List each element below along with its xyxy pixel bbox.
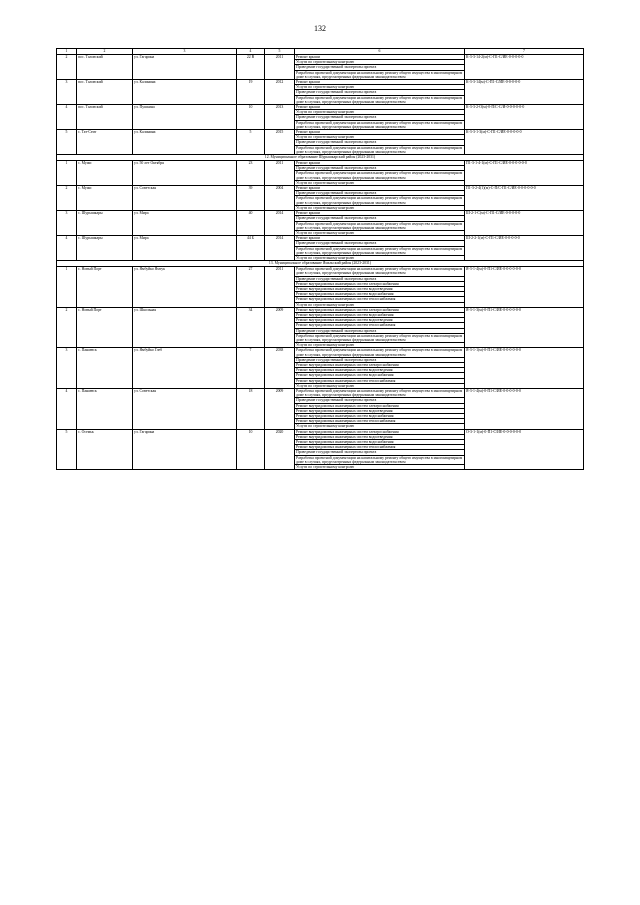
table-row <box>57 389 584 398</box>
settlement-cell: с. Новый Порт <box>77 307 133 348</box>
house-number-cell: 19 <box>237 80 265 105</box>
row-number-cell: 4 <box>57 389 77 430</box>
settlement-cell: с. Мужи <box>77 161 133 186</box>
work-type-cell: Разработка проектной документации на капитальному ремонту общего имущества в многоквартирном доме в случаях, предусмотренных федеральным законодательством <box>295 221 465 230</box>
code-cell: Я-3-1-1(м)-0-П1-С/ИЕ-0-0-0-0-0-0 <box>465 348 584 389</box>
code-cell: Ш-2-1-С(м)-С-П1-С/ИЕ-0-0-0-0-0 <box>465 211 584 236</box>
row-number-cell: 3 <box>57 348 77 389</box>
work-type-cell: Разработка проектной документации на капитальному ремонту общего имущества в многоквартирном доме в случаях, предусмотренных федеральным законодательством <box>295 145 465 154</box>
work-type-cell: Проведение государственной экспертизы проекта <box>295 140 465 145</box>
row-number-cell: 5 <box>57 429 77 470</box>
code-cell: Я-3-1-4(м)-0-П1-С/ИЕ-0-0-0-0-0-0 <box>465 267 584 308</box>
table-row <box>57 429 584 434</box>
house-number-cell: 27 <box>237 267 265 308</box>
work-type-cell: Проведение государственной экспертизы проекта <box>295 398 465 403</box>
year-cell: 2009 <box>265 389 295 430</box>
work-type-cell: Ремонт крыши <box>295 105 465 110</box>
code-cell: О-3-1-1(м)-0-П1-С/ИЕ-0-0-0-0-0-0 <box>465 429 584 470</box>
row-number-cell: 3 <box>57 211 77 236</box>
house-number-cell: 7 <box>237 348 265 389</box>
year-cell: 2012 <box>265 80 295 105</box>
street-cell: ул. Калинина <box>133 80 237 105</box>
year-cell: 2015 <box>265 130 295 155</box>
work-type-cell: Ремонт внутридомовых инженерных систем электроснабжения <box>295 362 465 367</box>
year-cell: 2011 <box>265 161 295 186</box>
settlement-cell: с. Осемьк <box>77 429 133 470</box>
work-type-cell: Услуги по строительному контролю <box>295 85 465 90</box>
work-type-cell: Ремонт внутридомовых инженерных систем электроснабжения <box>295 429 465 434</box>
work-type-cell: Разработка проектной документации на капитальному ремонту общего имущества в многоквартирном доме в случаях, предусмотренных федеральным законодательством <box>295 333 465 342</box>
year-cell: 2014 <box>265 236 295 261</box>
street-cell: ул. Пушкина <box>133 105 237 130</box>
work-type-cell: Ремонт внутридомовых инженерных систем водоснабжения <box>295 292 465 297</box>
house-number-cell: 5 <box>237 130 265 155</box>
work-type-cell: Услуги по строительному контролю <box>295 383 465 388</box>
table-row <box>57 267 584 276</box>
work-type-cell: Ремонт крыши <box>295 55 465 60</box>
work-type-cell: Ремонт внутридомовых инженерных систем водоотведения <box>295 286 465 291</box>
work-type-cell: Ремонт внутридомовых инженерных систем водоснабжения <box>295 373 465 378</box>
work-type-cell: Ремонт внутридомовых инженерных систем теплоснабжения <box>295 378 465 383</box>
work-type-cell: Услуги по строительному контролю <box>295 180 465 185</box>
settlement-cell: с. Новый Порт <box>77 267 133 308</box>
work-type-cell: Ремонт внутридомовых инженерных систем водоснабжения <box>295 414 465 419</box>
row-number-cell: 1 <box>57 161 77 186</box>
work-type-cell: Разработка проектной документации на капитальному ремонту общего имущества в многоквартирном доме в случаях, предусмотренных федеральным законодательством <box>295 389 465 398</box>
repair-schedule-table <box>56 48 584 470</box>
work-type-cell: Разработка проектной документации на капитальному ремонту общего имущества в многоквартирном доме в случаях, предусмотренных федеральным законодательством <box>295 196 465 205</box>
code-cell: П1-3-2-4(1)(м)-С-П/С-П1-С/ИЕ-0-0-0-0-0-0 <box>465 186 584 211</box>
code-cell: К-3-3-1-3(м)-С-П1-С/ИЕ-0-0-0-0-0 <box>465 130 584 155</box>
work-type-cell: Проведение государственной экспертизы проекта <box>295 450 465 455</box>
street-cell: ул. Советская <box>133 186 237 211</box>
work-type-cell: Проведение государственной экспертизы проекта <box>295 65 465 70</box>
work-type-cell: Ремонт внутридомовых инженерных систем водоснабжения <box>295 312 465 317</box>
street-cell: ул. Ямбуйко Ямтук <box>133 267 237 308</box>
work-type-cell: Ремонт внутридомовых инженерных систем электроснабжения <box>295 307 465 312</box>
column-header: 4 <box>237 49 265 55</box>
work-type-cell: Проведение государственной экспертизы проекта <box>295 216 465 221</box>
work-type-cell: Ремонт крыши <box>295 236 465 241</box>
year-cell: 2009 <box>265 307 295 348</box>
settlement-cell: пос. Таловский <box>77 80 133 105</box>
work-type-cell: Ремонт внутридомовых инженерных систем теплоснабжения <box>295 297 465 302</box>
work-type-cell: Разработка проектной документации на капитальному ремонту общего имущества в многоквартирном доме в случаях, предусмотренных федеральным законодательством <box>295 95 465 104</box>
work-type-cell: Ремонт крыши <box>295 211 465 216</box>
year-cell: 2014 <box>265 211 295 236</box>
work-type-cell: Услуги по строительному контролю <box>295 302 465 307</box>
work-type-cell: Разработка проектной документации на капитальному ремонту общего имущества в многоквартирном доме в случаях, предусмотренных федеральным законодательством <box>295 246 465 255</box>
work-type-cell: Проведение государственной экспертизы проекта <box>295 191 465 196</box>
work-type-cell: Проведение государственной экспертизы проекта <box>295 166 465 171</box>
row-number-cell: 2 <box>57 186 77 211</box>
work-type-cell: Разработка проектной документации на капитальному ремонту общего имущества в многоквартирном доме в случаях, предусмотренных федеральным законодательством <box>295 171 465 180</box>
settlement-cell: пос. Таловский <box>77 105 133 130</box>
settlement-cell: с. Шурышкары <box>77 211 133 236</box>
street-cell: ул. 50 лет Октября <box>133 161 237 186</box>
street-cell: ул. Мира <box>133 236 237 261</box>
year-cell: 2011 <box>265 55 295 80</box>
code-cell: Я-3-1-4(м)-0-П1-С/ИЕ-0-0-0-0-0-0 <box>465 389 584 430</box>
work-type-cell: Услуги по строительному контролю <box>295 343 465 348</box>
year-cell: 2013 <box>265 105 295 130</box>
house-number-cell: 23 <box>237 161 265 186</box>
settlement-cell: с. Мужи <box>77 186 133 211</box>
work-type-cell: Ремонт внутридомовых инженерных систем водоснабжения <box>295 440 465 445</box>
code-cell: Ш-2-2-1(м)-С-П1-С/ИЕ-0-0-0-0-0 <box>465 236 584 261</box>
row-number-cell: 5 <box>57 130 77 155</box>
house-number-cell: 18 <box>237 389 265 430</box>
column-header: 5 <box>265 49 295 55</box>
street-cell: ул. Мира <box>133 211 237 236</box>
row-number-cell: 3 <box>57 80 77 105</box>
row-number-cell: 2 <box>57 55 77 80</box>
table-row <box>57 307 584 312</box>
row-number-cell: 4 <box>57 236 77 261</box>
work-type-cell: Ремонт внутридомовых инженерных систем теплоснабжения <box>295 445 465 450</box>
work-type-cell: Ремонт крыши <box>295 186 465 191</box>
code-cell: К-3-3-14(м)-С-П1-С/ИЕ-0-0-0-0-0 <box>465 80 584 105</box>
house-number-cell: 34 <box>237 307 265 348</box>
year-cell: 2020 <box>265 429 295 470</box>
table-row <box>57 348 584 357</box>
row-number-cell: 1 <box>57 267 77 308</box>
code-cell: К-3-3-2-О(м)-0-П/С-С/И-0-0-0-0-0-0 <box>465 105 584 130</box>
work-type-cell: Услуги по строительному контролю <box>295 424 465 429</box>
work-type-cell: Услуги по строительному контролю <box>295 465 465 470</box>
work-type-cell: Ремонт внутридомовых инженерных систем водоотведения <box>295 408 465 413</box>
column-header: 6 <box>295 49 465 55</box>
work-type-cell: Ремонт внутридомовых инженерных систем теплоснабжения <box>295 419 465 424</box>
work-type-cell: Проведение государственной экспертизы проекта <box>295 90 465 95</box>
work-type-cell: Услуги по строительному контролю <box>295 60 465 65</box>
row-number-cell: 4 <box>57 105 77 130</box>
work-type-cell: Ремонт внутридомовых инженерных систем водоотведения <box>295 434 465 439</box>
work-type-cell: Проведение государственной экспертизы проекта <box>295 115 465 120</box>
house-number-cell: 40 <box>237 211 265 236</box>
street-cell: ул. Калинина <box>133 130 237 155</box>
house-number-cell: 10 <box>237 429 265 470</box>
street-cell: ул. Советская <box>133 389 237 430</box>
street-cell: ул. Школьная <box>133 307 237 348</box>
column-header: 1 <box>57 49 77 55</box>
house-number-cell: 22 В <box>237 55 265 80</box>
house-number-cell: 44 Б <box>237 236 265 261</box>
work-type-cell: Ремонт внутридомовых инженерных систем водоотведения <box>295 318 465 323</box>
code-cell: Я-3-1-3(м)-0-П1-С/ИЕ-0-0-0-0-0-0 <box>465 307 584 348</box>
work-type-cell: Разработка проектной документации на капитальному ремонту общего имущества в многоквартирном доме в случаях, предусмотренных федеральным законодательством <box>295 70 465 79</box>
settlement-cell: с. Тат-Сеит <box>77 130 133 155</box>
work-type-cell: Услуги по строительному контролю <box>295 110 465 115</box>
column-header: 7 <box>465 49 584 55</box>
street-cell: ул. Ямбуйко Глеб <box>133 348 237 389</box>
work-type-cell: Ремонт внутридомовых инженерных систем водоотведения <box>295 368 465 373</box>
page-number: 132 <box>314 24 326 33</box>
work-type-cell: Ремонт внутридомовых инженерных систем теплоснабжения <box>295 323 465 328</box>
column-header: 2 <box>77 49 133 55</box>
street-cell: ул. Гагарина <box>133 55 237 80</box>
work-type-cell: Ремонт крыши <box>295 161 465 166</box>
section-title: 12. Муниципальное образование Шурышкарский район (2023-2031) <box>57 155 584 161</box>
year-cell: 2038 <box>265 348 295 389</box>
work-type-cell: Проведение государственной экспертизы проекта <box>295 241 465 246</box>
work-type-cell: Ремонт крыши <box>295 130 465 135</box>
street-cell: ул. Гагарина <box>133 429 237 470</box>
settlement-cell: с. Панаевск <box>77 348 133 389</box>
section-title: 13. Муниципальное образование Ямальский район (2023-2031) <box>57 261 584 267</box>
settlement-cell: с. Шурышкары <box>77 236 133 261</box>
work-type-cell: Услуги по строительному контролю <box>295 135 465 140</box>
work-type-cell: Проведение государственной экспертизы проекта <box>295 357 465 362</box>
work-type-cell: Услуги по строительному контролю <box>295 230 465 235</box>
house-number-cell: 39 <box>237 186 265 211</box>
row-number-cell: 2 <box>57 307 77 348</box>
work-type-cell: Проведение государственной экспертизы проекта <box>295 328 465 333</box>
settlement-cell: с. Панаевск <box>77 389 133 430</box>
year-cell: 2004 <box>265 186 295 211</box>
work-type-cell: Проведение государственной экспертизы проекта <box>295 276 465 281</box>
settlement-cell: пос. Таловский <box>77 55 133 80</box>
code-cell: К-3-3-14-2(м)-С-П1-С/ИЕ-0-0-0-0-0 <box>465 55 584 80</box>
code-cell: П1-3-1-4-1(м)-С-П1-С/ИЕ-0-0-0-0-0-0 <box>465 161 584 186</box>
work-type-cell: Разработка проектной документации на капитальному ремонту общего имущества в многоквартирном доме в случаях, предусмотренных федеральным законодательством <box>295 348 465 357</box>
work-type-cell: Услуги по строительному контролю <box>295 255 465 260</box>
work-type-cell: Разработка проектной документации на капитальному ремонту общего имущества в многоквартирном доме в случаях, предусмотренных федеральным законодательством <box>295 455 465 464</box>
work-type-cell: Разработка проектной документации на капитальному ремонту общего имущества в многоквартирном доме в случаях, предусмотренных федеральным законодательством <box>295 120 465 129</box>
work-type-cell: Услуги по строительному контролю <box>295 205 465 210</box>
work-type-cell: Ремонт крыши <box>295 80 465 85</box>
work-type-cell: Ремонт внутридомовых инженерных систем электроснабжения <box>295 281 465 286</box>
column-header: 3 <box>133 49 237 55</box>
work-type-cell: Ремонт внутридомовых инженерных систем электроснабжения <box>295 403 465 408</box>
work-type-cell: Разработка проектной документации на капитальному ремонту общего имущества в многоквартирном доме в случаях, предусмотренных федеральным законодательством <box>295 267 465 276</box>
house-number-cell: 10 <box>237 105 265 130</box>
year-cell: 2011 <box>265 267 295 308</box>
